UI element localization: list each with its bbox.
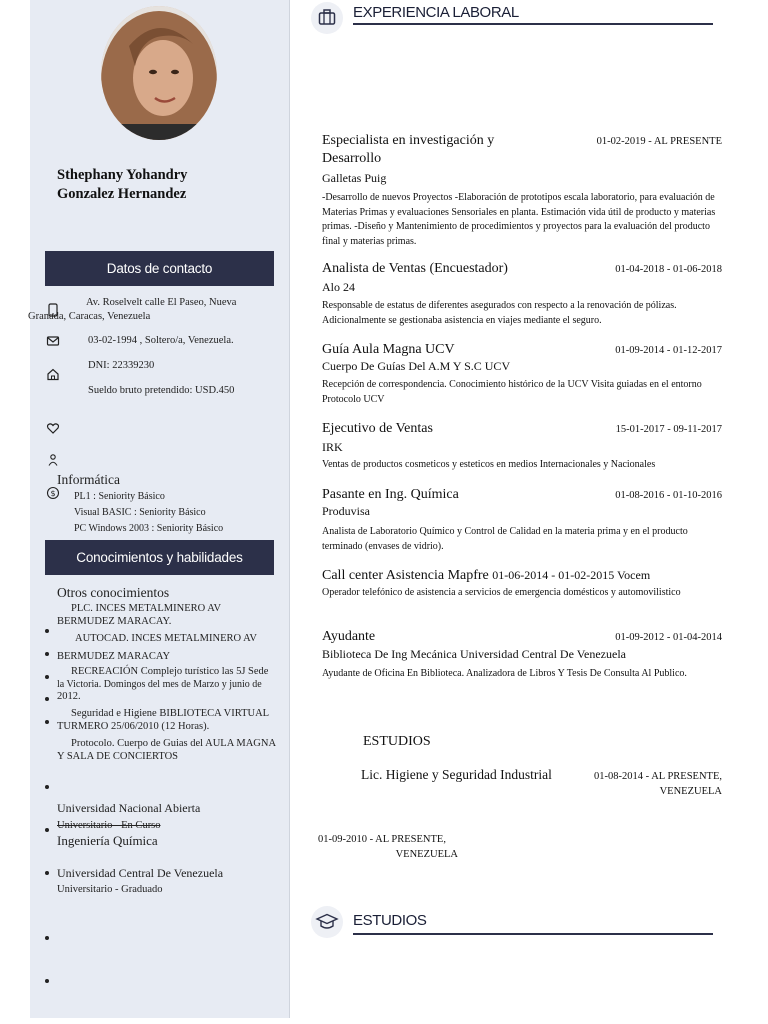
job-dates-inline: 01-06-2014 - 01-02-2015 Vocem [492,568,651,582]
other-item-line: la Victoria. Domingos del mes de Marzo y junio de [57,678,262,690]
svg-text:$: $ [50,489,56,498]
skills-banner: Conocimientos y habilidades [45,540,274,575]
other-item-line: Y SALA DE CONCIERTOS [57,750,179,762]
other-item-line: BERMUDEZ MARACAY. [57,615,172,627]
person-name [57,166,277,204]
job-company: Biblioteca De Ing Mecánica Universidad Central De Venezuela [322,647,626,661]
informatica-item: PC Windows 2003 : Seniority Básico [74,523,224,534]
money-icon [46,486,60,500]
briefcase-icon [311,2,343,34]
job-title: Ayudante [322,629,376,644]
study-dates [318,832,458,862]
bullet [45,697,49,701]
job-description: -Desarrollo de nuevos Proyectos -Elaboración de prototipos escala laboratorio, para evaluación de Materias Primas y evaluaciones Sensoriales en planta. Estimación vida útil de producto y materias primas. -Diseño y Mantenimiento de procedimientos y proyectos para la evaluación del producto final y materias primas. [322,192,716,247]
bullet [45,871,49,875]
job-company: Alo 24 [322,280,355,294]
other-item-line: TURMERO 25/06/2010 (12 Horas). [57,720,210,732]
bullet [45,675,49,679]
job-title-line: Desarrollo [322,151,382,166]
studies-header [311,906,716,940]
job-title-line: Especialista en investigación y [322,133,495,148]
job-dates: 01-04-2018 - 01-06-2018 [615,264,722,275]
education-institution: Universidad Central De Venezuela [57,866,224,880]
other-item [57,708,282,733]
contact-salary: Sueldo bruto pretendido: USD.450 [88,385,235,396]
other-item-line: PLC. INCES METALMINERO AV [71,603,222,614]
studies-inline-title: ESTUDIOS [363,734,431,749]
graduation-cap-icon [311,906,343,938]
study-dates-line: 01-08-2014 - AL PRESENTE, [594,771,722,782]
job-title: Analista de Ventas (Encuestador) [322,261,508,276]
bullet [45,936,49,940]
education-status-text: Universitario - En Curso [57,820,161,831]
other-item [57,666,282,704]
other-item [57,738,282,763]
bullet [45,785,49,789]
home-icon [46,367,60,381]
job-dates: 01-08-2016 - 01-10-2016 [615,490,722,501]
study-dates-line: VENEZUELA [659,786,722,797]
informatica-item: Visual BASIC : Seniority Básico [74,507,206,518]
bullet [45,629,49,633]
job-title: Guía Aula Magna UCV [322,342,455,357]
user-icon [46,453,60,467]
heart-icon [46,421,60,435]
job-description: Responsable de estatus de diferentes asegurados con respecto a la renovación de pólizas. Adicionalmente se gestionaba asistencia en viajes mediante el seguro. [322,300,677,326]
other-knowledge-title: Otros conocimientos [57,585,170,600]
informatica-item: PL1 : Seniority Básico [74,491,165,502]
contact-banner: Datos de contacto [45,251,274,286]
bullet [45,979,49,983]
job-company: IRK [322,440,343,454]
header-rule [353,23,713,25]
informatica-title: Informática [57,472,120,487]
job-title [322,132,494,168]
education-institution: Universidad Nacional Abierta [57,801,201,815]
job-description: Ventas de productos cosmeticos y esteticos en medios Internacionales y Nacionales [322,459,656,470]
other-item [57,603,282,628]
job-title: Pasante en Ing. Química [322,487,459,502]
study-dates-line: VENEZUELA [395,849,458,860]
education-degree: Ingeniería Química [57,833,158,848]
studies-header-title: ESTUDIOS [353,912,427,929]
job-dates: 01-02-2019 - AL PRESENTE [596,136,722,147]
profile-photo [101,6,217,140]
other-item-line: 2012. [57,691,81,702]
study-degree: Lic. Higiene y Seguridad Industrial [361,767,552,782]
bullet [45,652,49,656]
other-item-line: AUTOCAD. INCES METALMINERO AV [75,633,257,644]
contact-birth: 03-02-1994 , Soltero/a, Venezuela. [88,335,234,346]
other-item-line: RECREACIÓN Complejo turístico las 5J Sede [71,666,269,677]
job-description: Ayudante de Oficina En Biblioteca. Analizadora de Libros Y Tesis De Consulta Al Publico. [322,668,687,679]
education-status [57,819,161,833]
bullet [45,828,49,832]
mail-icon [46,334,60,348]
other-item-line: BERMUDEZ MARACAY [57,650,171,662]
study-dates-line: 01-09-2010 - AL PRESENTE, [318,834,446,845]
experience-header-title: EXPERIENCIA LABORAL [353,4,519,21]
other-item-line: Protocolo. Cuerpo de Guias del AULA MAGNA [71,738,277,749]
header-rule [353,933,713,935]
job-company: Produvisa [322,504,370,518]
person-name-line2: Gonzalez Hernandez [57,186,187,202]
job-title [322,566,650,585]
address-line1: Av. Roselvelt calle El Paseo, Nueva [86,297,237,308]
other-item-line: Seguridad e Higiene BIBLIOTECA VIRTUAL [71,708,270,719]
job-dates: 01-09-2014 - 01-12-2017 [615,345,722,356]
job-company: Galletas Puig [322,171,387,185]
job-description: Analista de Laboratorio Químico y Control de Calidad en la materia prima y en el producto terminado (envases de vidrio). [322,526,688,552]
job-title-text: Call center Asistencia Mapfre [322,568,489,583]
contact-address [28,296,282,324]
job-description: Recepción de correspondencia. Conocimiento histórico de la UCV Visita guiadas en el entorno Protocolo UCV [322,379,702,405]
experience-header [311,2,716,36]
study-dates [594,769,722,799]
job-dates: 15-01-2017 - 09-11-2017 [615,424,722,435]
person-name-line1: Sthephany Yohandry [57,167,188,183]
contact-dni: DNI: 22339230 [88,360,155,371]
job-description: Operador telefónico de asistencia a servicios de emergencia domésticos y automovilistico [322,587,681,598]
job-company: Cuerpo De Guías Del A.M Y S.C UCV [322,359,511,373]
job-title: Ejecutivo de Ventas [322,421,433,436]
education-status: Universitario - Graduado [57,884,163,895]
other-item [57,633,282,663]
address-line2: Granada, Caracas, Venezuela [28,311,151,322]
bullet [45,720,49,724]
job-dates: 01-09-2012 - 01-04-2014 [615,632,722,643]
